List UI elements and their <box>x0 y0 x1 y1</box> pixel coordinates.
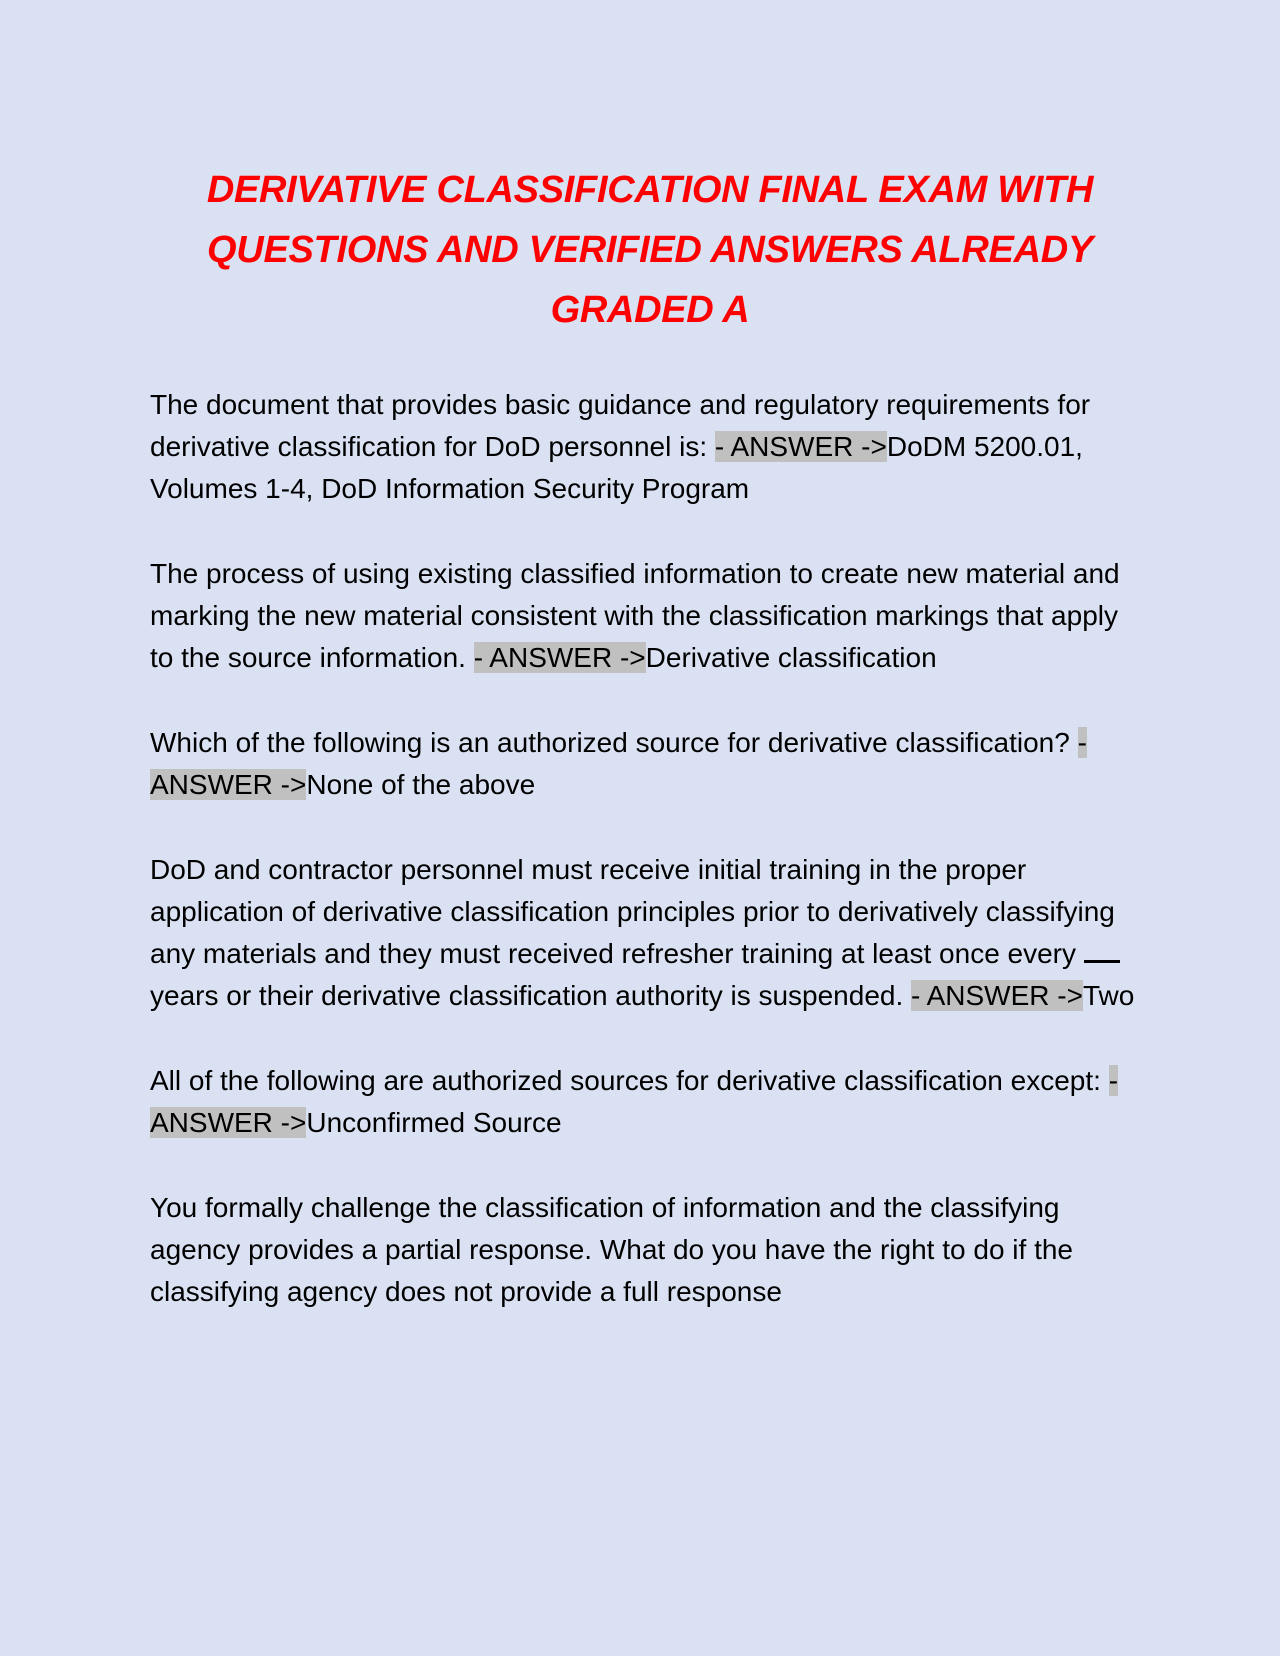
document-title: DERIVATIVE CLASSIFICATION FINAL EXAM WITH QUESTIONS AND VERIFIED ANSWERS ALREADY GRADED A <box>206 169 1094 331</box>
fill-in-blank <box>1084 936 1120 963</box>
question-text: You formally challenge the classification of information and the classifying agency provides a partial response. What do you have the right to do if the classifying agency does not provide a full response <box>150 1192 1074 1307</box>
answer-text: None of the above <box>306 769 536 800</box>
qa-item-1 <box>150 384 1140 510</box>
answer-text: DoDM 5200.01, Volumes 1-4, DoD Information Security Program <box>150 431 1083 504</box>
qa-item-2 <box>150 553 1140 679</box>
answer-marker: - ANSWER -> <box>911 980 1083 1011</box>
question-text: DoD and contractor personnel must receive initial training in the proper application of derivative classification principles prior to derivatively classifying any materials and they must received refresher training at least once every <box>150 854 1115 969</box>
answer-marker: - ANSWER -> <box>150 727 1087 800</box>
answer-text: Unconfirmed Source <box>306 1107 562 1138</box>
answer-marker: - ANSWER -> <box>714 431 887 462</box>
question-text: The process of using existing classified information to create new material and marking the new material consistent with the classification markings that apply to the source information. <box>150 558 1120 673</box>
question-text-continued: years or their derivative classification authority is suspended. <box>150 980 912 1011</box>
qa-item-6 <box>150 1187 1140 1313</box>
qa-item-3 <box>150 722 1140 806</box>
answer-text: Two <box>1082 980 1135 1011</box>
answer-text: Derivative classification <box>645 642 937 673</box>
document-body <box>150 384 1140 1356</box>
answer-marker: - ANSWER -> <box>473 642 646 673</box>
qa-item-4 <box>150 849 1140 1017</box>
question-text: Which of the following is an authorized source for derivative classification? <box>150 727 1078 758</box>
question-text: The document that provides basic guidance and regulatory requirements for derivative classification for DoD personnel is: <box>150 389 1091 462</box>
qa-item-5 <box>150 1060 1140 1144</box>
question-text: All of the following are authorized sources for derivative classification except: <box>150 1065 1109 1096</box>
answer-marker: - ANSWER -> <box>150 1065 1119 1138</box>
